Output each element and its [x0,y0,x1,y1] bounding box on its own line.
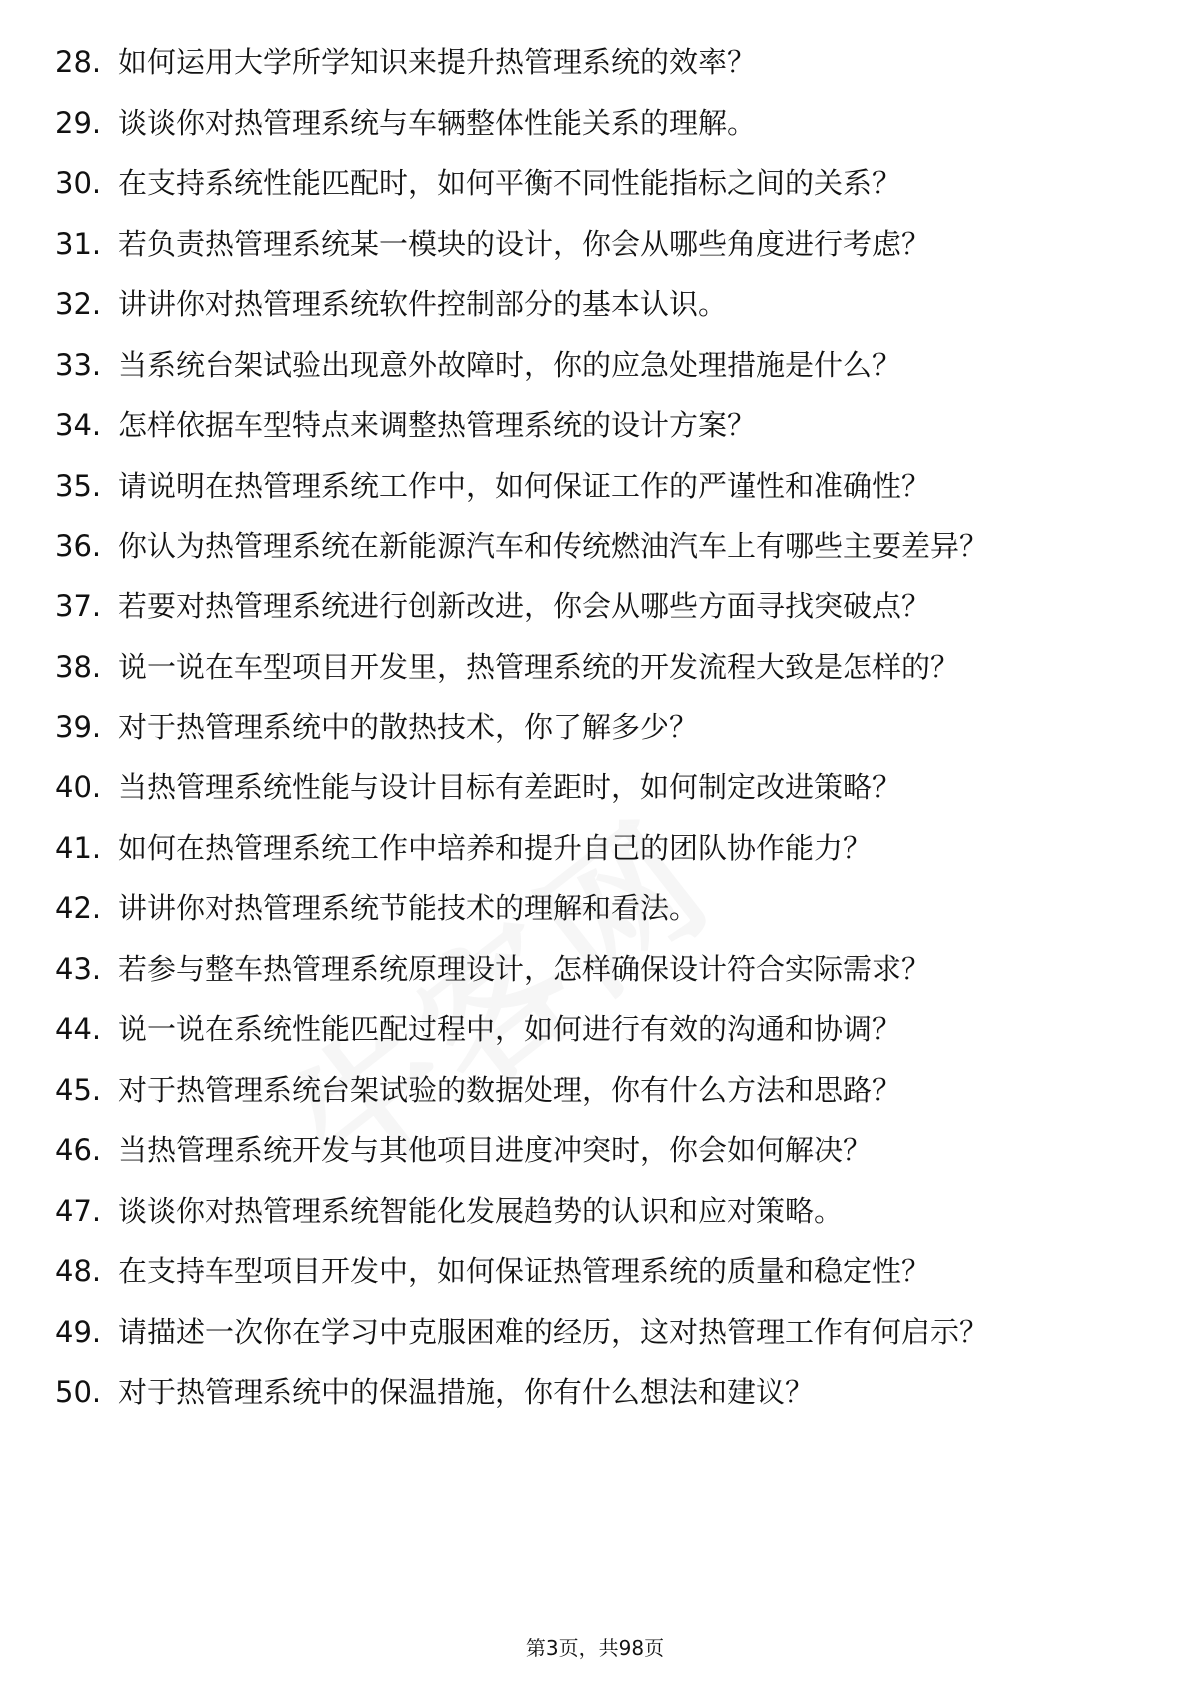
question-text: 对于热管理系统中的保温措施，你有什么想法和建议？ [118,1374,815,1409]
question-list [55,44,1135,1434]
question-number: 30. [55,166,102,200]
question-number: 32. [55,287,102,321]
question-text: 当热管理系统开发与其他项目进度冲突时，你会如何解决？ [118,1133,873,1167]
question-number: 34. [55,408,102,442]
question-number: 47. [55,1193,102,1228]
question-item [55,649,1135,685]
question-number: 29. [55,105,102,140]
question-number: 40. [55,770,102,804]
question-number: 46. [55,1133,102,1167]
question-item [55,407,1135,443]
question-number: 50. [55,1374,102,1409]
question-number: 42. [55,891,102,925]
question-item [55,830,1135,866]
question-item [55,1374,1135,1410]
question-item [55,1011,1135,1047]
question-number: 28. [55,45,102,79]
question-number: 44. [55,1012,102,1046]
question-text: 若要对热管理系统进行创新改进，你会从哪些方面寻找突破点？ [118,589,931,623]
question-text: 请描述一次你在学习中克服困难的经历，这对热管理工作有何启示？ [118,1314,989,1349]
question-text: 谈谈你对热管理系统智能化发展趋势的认识和应对策略。 [118,1193,844,1228]
question-item [55,588,1135,624]
question-number: 31. [55,226,102,261]
question-number: 33. [55,347,102,382]
question-text: 怎样依据车型特点来调整热管理系统的设计方案？ [118,408,757,442]
question-item [55,105,1135,141]
question-item [55,890,1135,926]
question-item [55,769,1135,805]
question-item [55,468,1135,504]
question-item [55,709,1135,745]
question-text: 在支持系统性能匹配时，如何平衡不同性能指标之间的关系？ [118,166,902,200]
question-text: 对于热管理系统台架试验的数据处理，你有什么方法和思路？ [118,1072,902,1107]
question-text: 说一说在系统性能匹配过程中，如何进行有效的沟通和协调？ [118,1012,902,1046]
question-item [55,347,1135,383]
question-number: 49. [55,1314,102,1349]
question-number: 48. [55,1254,102,1288]
question-number: 36. [55,529,102,563]
question-number: 38. [55,649,102,684]
question-item [55,286,1135,322]
question-item [55,226,1135,262]
question-item [55,1253,1135,1289]
question-item [55,951,1135,987]
question-text: 如何在热管理系统工作中培养和提升自己的团队协作能力？ [118,830,873,865]
question-number: 43. [55,951,102,986]
question-number: 39. [55,709,102,744]
question-text: 如何运用大学所学知识来提升热管理系统的效率？ [118,45,757,79]
question-text: 谈谈你对热管理系统与车辆整体性能关系的理解。 [118,105,757,140]
question-item [55,165,1135,201]
question-text: 对于热管理系统中的散热技术，你了解多少？ [118,709,699,744]
question-text: 讲讲你对热管理系统节能技术的理解和看法。 [118,891,699,925]
question-item [55,1314,1135,1350]
question-text: 你认为热管理系统在新能源汽车和传统燃油汽车上有哪些主要差异？ [118,529,989,563]
question-number: 35. [55,468,102,503]
question-text: 当热管理系统性能与设计目标有差距时，如何制定改进策略？ [118,770,902,804]
question-item [55,528,1135,564]
question-number: 41. [55,830,102,865]
question-number: 37. [55,589,102,623]
question-text: 讲讲你对热管理系统软件控制部分的基本认识。 [118,287,728,321]
question-text: 请说明在热管理系统工作中，如何保证工作的严谨性和准确性？ [118,468,931,503]
page-footer: 第3页，共98页 [525,1636,665,1660]
question-text: 说一说在车型项目开发里，热管理系统的开发流程大致是怎样的？ [118,649,960,684]
question-text: 当系统台架试验出现意外故障时，你的应急处理措施是什么？ [118,347,902,382]
question-text: 若参与整车热管理系统原理设计，怎样确保设计符合实际需求？ [118,951,931,986]
question-item [55,1072,1135,1108]
question-text: 若负责热管理系统某一模块的设计，你会从哪些角度进行考虑？ [118,226,931,261]
question-number: 45. [55,1072,102,1107]
question-text: 在支持车型项目开发中，如何保证热管理系统的质量和稳定性？ [118,1254,931,1288]
question-item [55,1132,1135,1168]
question-item [55,44,1135,80]
question-item [55,1193,1135,1229]
